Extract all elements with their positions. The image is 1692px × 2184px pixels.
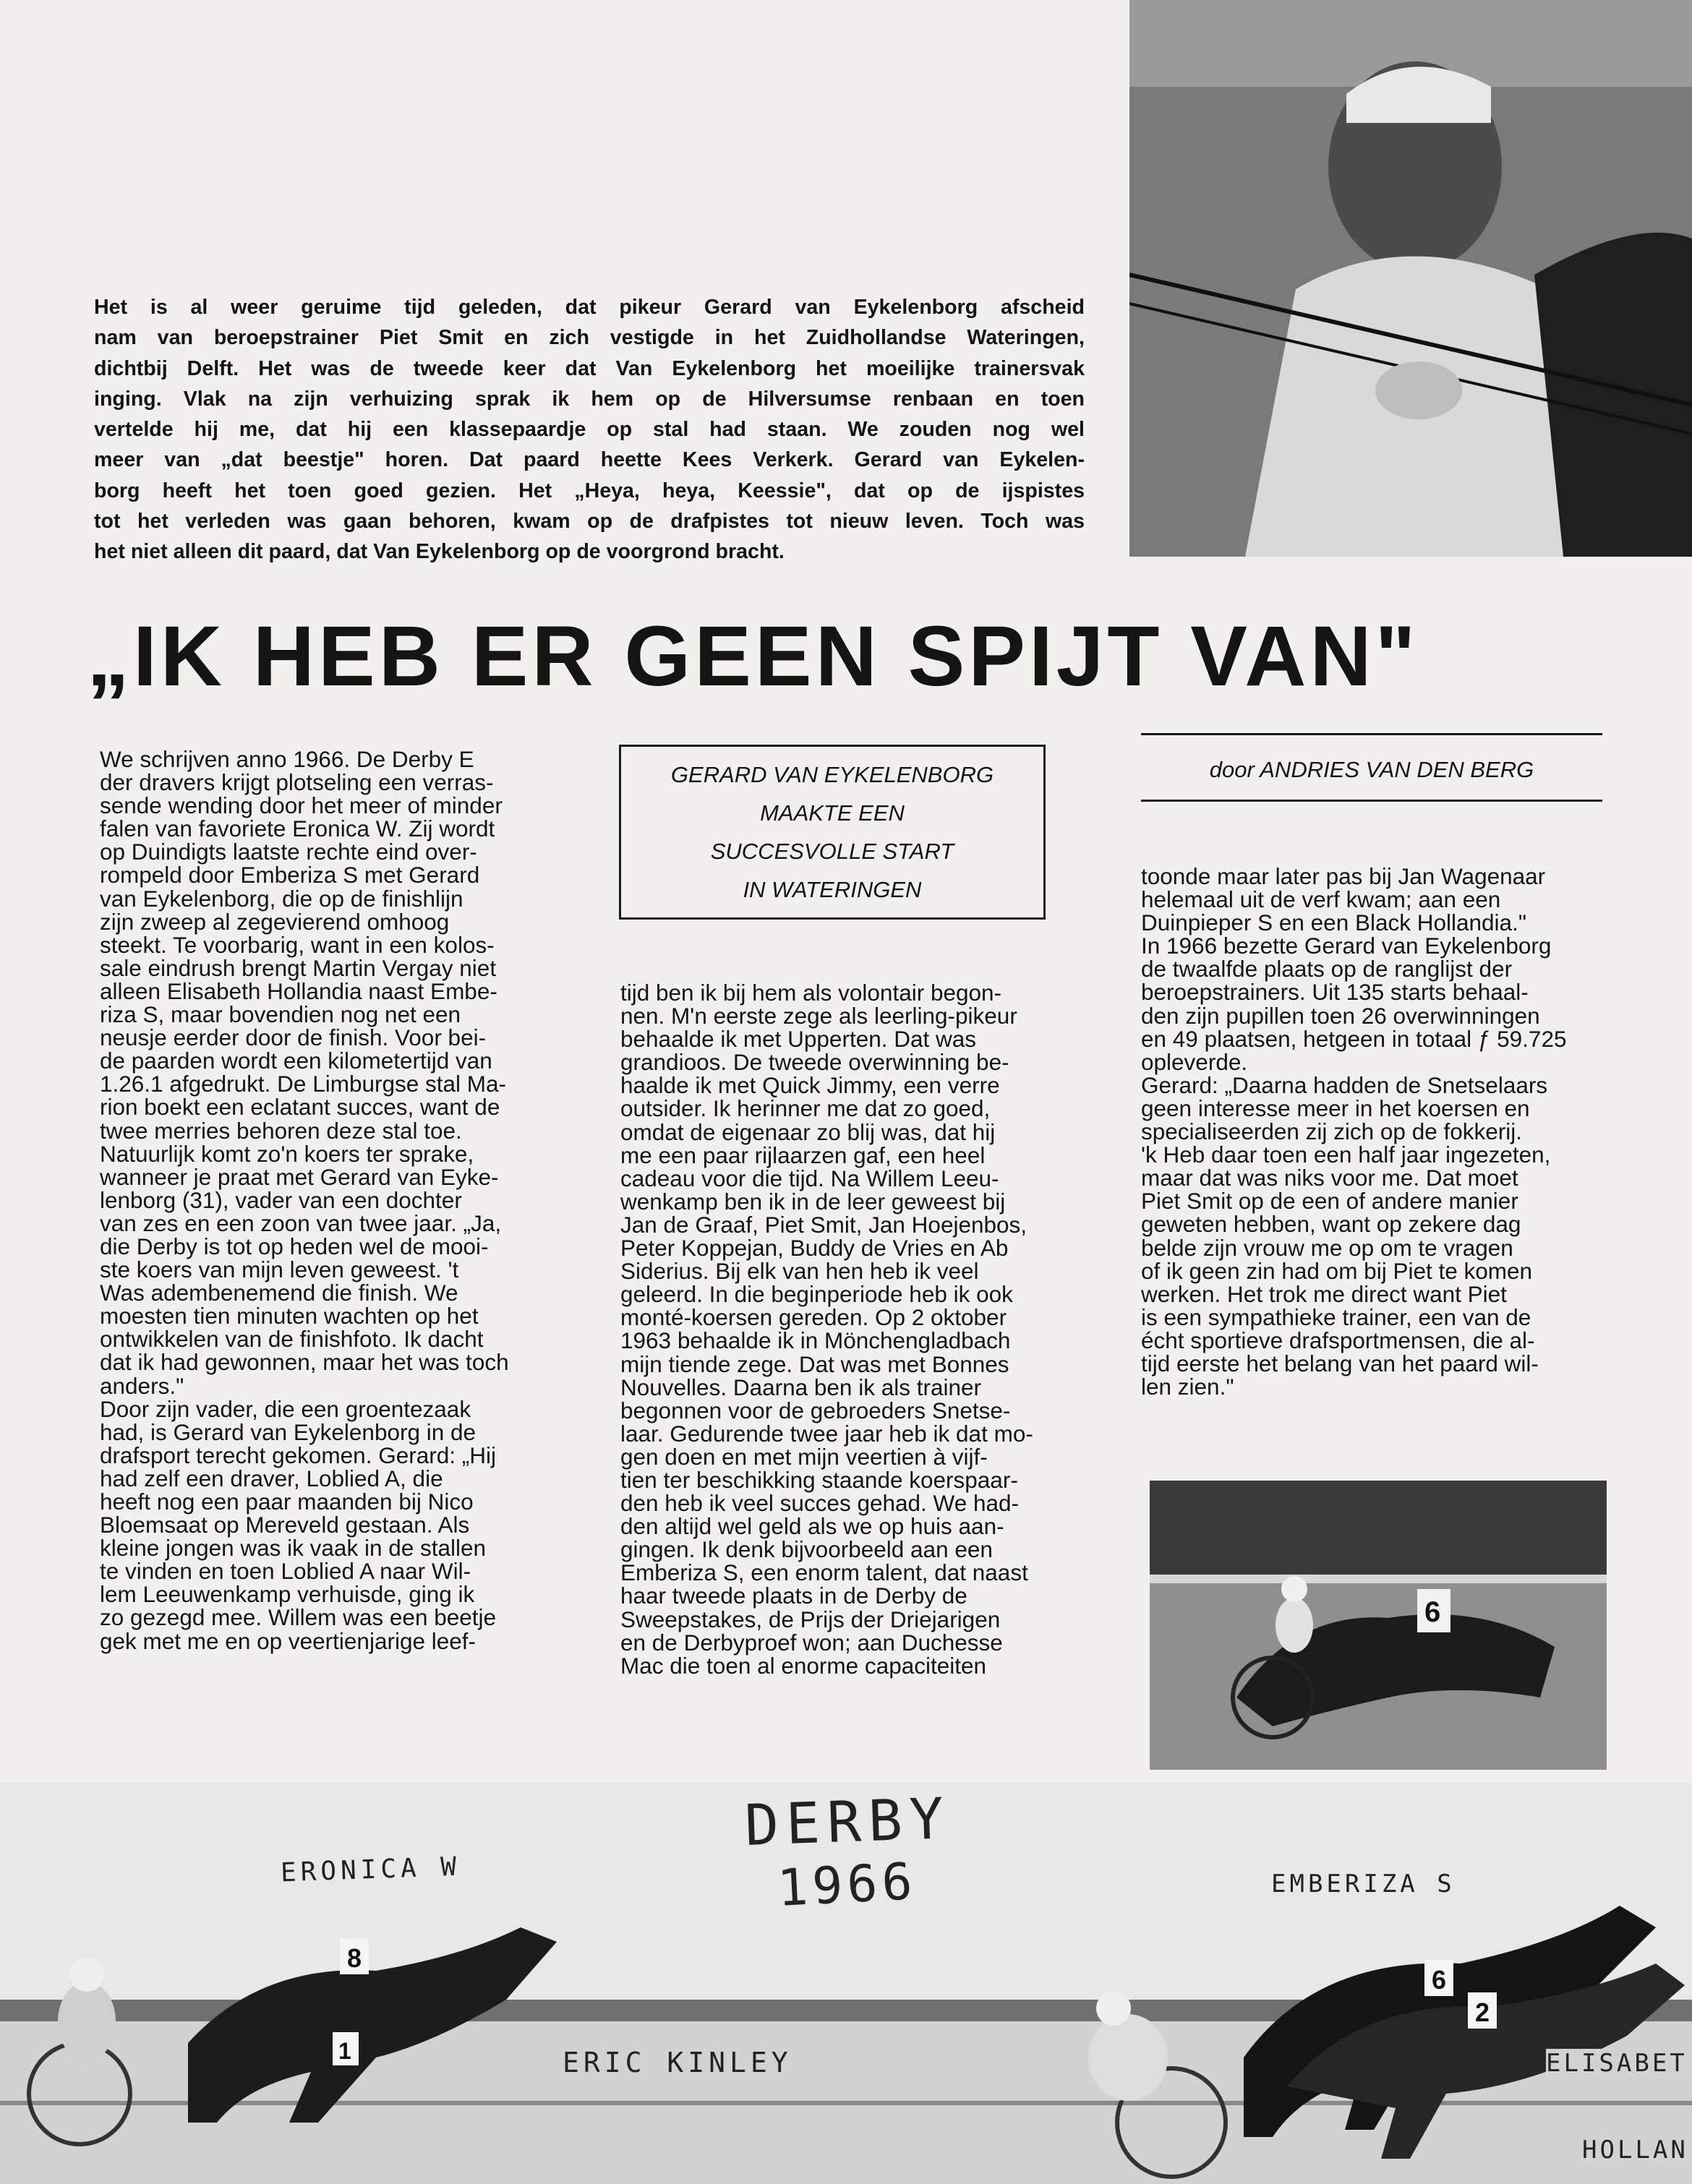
column-line: grandioos. De tweede overwinning be-: [620, 1049, 1009, 1076]
column-line: écht sportieve drafsportmensen, die al-: [1141, 1327, 1535, 1353]
column-line: belde zijn vrouw me op om te vragen: [1141, 1234, 1513, 1261]
column-line: had zelf een draver, Loblied A, die: [100, 1465, 443, 1491]
intro-line: het niet alleen dit paard, dat Van Eykelenborg op de voorgrond bracht.: [94, 540, 785, 564]
column-line: Piet Smit op de een of andere manier: [1141, 1188, 1518, 1215]
column-line: is een sympathieke trainer, een van de: [1141, 1303, 1531, 1330]
intro-line: vertelde hij me, dat hij een klassepaardje op stal had staan. We zouden nog wel: [94, 418, 1085, 442]
column-line: wanneer je praat met Gerard van Eyke-: [100, 1163, 499, 1190]
byline-top-rule: [1141, 733, 1602, 735]
eronica-label: ERONICA W: [280, 1851, 461, 1888]
column-line: gek met me en op veertienjarige leef-: [100, 1627, 477, 1654]
column-line: haar tweede plaats in de Derby de: [620, 1583, 967, 1609]
derby-year-caption: 1966: [775, 1851, 918, 1918]
column-line: 1963 behaalde ik in Mönchengladbach: [620, 1327, 1011, 1354]
finish-photo: [0, 1783, 1692, 2184]
column-line: cadeau voor die tijd. Na Willem Leeu-: [620, 1165, 999, 1191]
column-line: moesten tien minuten wachten op het: [100, 1303, 479, 1329]
column-line: van Eykelenborg, die op de finishlijn: [100, 885, 463, 912]
column-line: had, is Gerard van Eykelenborg in de: [100, 1418, 477, 1445]
column-line: Peter Koppejan, Buddy de Vries en Ab: [620, 1235, 1009, 1262]
column-line: van zes en een zoon van twee jaar. „Ja,: [100, 1209, 502, 1236]
column-line: den zijn pupillen toen 26 overwinningen: [1141, 1002, 1540, 1029]
column-line: dat ik had gewonnen, maar het was toch: [100, 1349, 509, 1376]
intro-line: inging. Vlak na zijn verhuizing sprak ik hem op de Hilversumse renbaan en toen: [94, 387, 1085, 411]
column-line: laar. Gedurende twee jaar heb ik dat mo-: [620, 1420, 1033, 1447]
column-line: lem Leeuwenkamp verhuisde, ging ik: [100, 1581, 475, 1608]
column-line: outsider. Ik herinner me dat zo goed,: [620, 1095, 991, 1122]
column-line: steekt. Te voorbarig, want in een kolos-: [100, 931, 495, 958]
column-line: de paarden wordt een kilometertijd van: [100, 1048, 492, 1074]
column-line: 1.26.1 afgedrukt. De Limburgse stal Ma-: [100, 1071, 507, 1097]
column-line: Nouvelles. Daarna ben ik als trainer: [620, 1374, 982, 1400]
highlight-box: [619, 745, 1046, 920]
column-line: drafsport terecht gekomen. Gerard: „Hij: [100, 1442, 496, 1468]
column-line: alleen Elisabeth Hollandia naast Embe-: [100, 977, 497, 1004]
column-line: sende wending door het meer of minder: [100, 792, 503, 819]
column-line: den heb ik veel succes gehad. We had-: [620, 1490, 1020, 1517]
highlight-line: MAAKTE EEN: [760, 800, 905, 826]
highlight-line: IN WATERINGEN: [743, 877, 922, 902]
article-column-1: [100, 748, 526, 1653]
race-photo-bib: 6: [1424, 1596, 1441, 1628]
column-line: op Duindigts laatste rechte eind over-: [100, 839, 477, 865]
eric-kinley-label: ERIC KINLEY: [563, 2047, 792, 2078]
column-line: gingen. Ik denk bijvoorbeeld aan een: [620, 1536, 993, 1563]
column-line: zijn zweep al zegevierend omhoog: [100, 908, 450, 935]
column-line: In 1966 bezette Gerard van Eykelenborg: [1141, 933, 1552, 959]
column-line: of ik geen zin had om bij Piet te komen: [1141, 1257, 1533, 1284]
column-line: anders.": [100, 1372, 184, 1399]
column-line: opleverde.: [1141, 1048, 1248, 1075]
column-line: behaalde ik met Upperten. Dat was: [620, 1026, 977, 1053]
column-line: We schrijven anno 1966. De Derby E: [100, 746, 474, 772]
column-line: Jan de Graaf, Piet Smit, Jan Hoejenbos,: [620, 1211, 1027, 1238]
intro-line: tot het verleden was gaan behoren, kwam op de drafpistes tot nieuw leven. Toch was: [94, 510, 1085, 534]
column-line: nen. M'n eerste zege als leerling-pikeur: [620, 1003, 1017, 1029]
column-line: omdat de eigenaar zo blij was, dat hij: [620, 1118, 996, 1145]
column-line: Duinpieper S en een Black Hollandia.": [1141, 909, 1527, 936]
intro-line: meer van „dat beestje" horen. Dat paard heette Kees Verkerk. Gerard van Eykelen-: [94, 448, 1085, 472]
column-line: tijd eerste het belang van het paard wil-: [1141, 1350, 1539, 1376]
finish-bib-2: 2: [1475, 1997, 1490, 2027]
elisabet-label: ELISABET: [1546, 2049, 1688, 2078]
column-line: Siderius. Bij elk van hen heb ik veel: [620, 1258, 979, 1285]
column-line: werken. Het trok me direct want Piet: [1141, 1280, 1507, 1307]
column-line: Door zijn vader, die een groentezaak: [100, 1395, 471, 1422]
column-line: wenkamp ben ik in de leer geweest bij: [620, 1188, 1006, 1215]
race-photo-drawing: [1150, 1481, 1607, 1770]
column-line: der dravers krijgt plotseling een verras-: [100, 769, 494, 796]
intro-line: Het is al weer geruime tijd geleden, dat pikeur Gerard van Eykelenborg afscheid: [94, 296, 1085, 319]
column-line: falen van favoriete Eronica W. Zij wordt: [100, 815, 495, 842]
intro-line: dichtbij Delft. Het was de tweede keer dat Van Eykelenborg het moeilijke trainersvak: [94, 356, 1085, 380]
column-line: me een paar rijlaarzen gaf, een heel: [620, 1142, 986, 1168]
column-line: Was adembenemend die finish. We: [100, 1280, 458, 1306]
column-line: geweten hebben, want op zekere dag: [1141, 1211, 1521, 1238]
column-line: maar dat was niks voor me. Dat moet: [1141, 1165, 1518, 1191]
byline: door ANDRIES VAN DEN BERG: [1209, 757, 1534, 782]
article-column-2: [620, 981, 1083, 1677]
column-line: rion boekt een eclatant succes, want de: [100, 1094, 500, 1121]
column-line: kleine jongen was ik vaak in de stallen: [100, 1535, 487, 1562]
column-line: 'k Heb daar toen een half jaar ingezeten,: [1141, 1142, 1551, 1168]
finish-bib-1: 1: [338, 2038, 351, 2064]
highlight-line: GERARD VAN EYKELENBORG: [670, 762, 994, 787]
race-photo: [1150, 1481, 1607, 1770]
column-line: ontwikkelen van de finishfoto. Ik dacht: [100, 1326, 484, 1353]
column-line: toonde maar later pas bij Jan Wagenaar: [1141, 863, 1546, 889]
column-line: helemaal uit de verf kwam; aan een: [1141, 886, 1501, 913]
column-line: tijd ben ik bij hem als volontair begon-: [620, 980, 1002, 1006]
column-line: den altijd wel geld als we op huis aan-: [620, 1513, 1004, 1540]
column-line: len zien.": [1141, 1374, 1234, 1400]
derby-caption: DERBY: [743, 1786, 952, 1859]
column-line: zo gezegd mee. Willem was een beetje: [100, 1604, 497, 1631]
finish-bib-6: 6: [1432, 1965, 1447, 1995]
column-line: die Derby is tot op heden wel de mooi-: [100, 1233, 489, 1259]
column-line: geleerd. In die beginperiode heb ik ook: [620, 1281, 1013, 1308]
column-line: heeft nog een paar maanden bij Nico: [100, 1489, 474, 1515]
intro-line: nam van beroepstrainer Piet Smit en zich vestigde in het Zuidhollandse Wateringen,: [94, 326, 1085, 350]
portrait-photo-drawing: [1129, 0, 1692, 557]
highlight-line: SUCCESVOLLE START: [710, 839, 954, 864]
finish-bib-8: 8: [347, 1943, 362, 1973]
article-column-3: [1141, 865, 1602, 1398]
column-line: neusje eerder door de finish. Voor bei-: [100, 1024, 487, 1051]
column-line: ste koers van mijn leven geweest. 't: [100, 1256, 459, 1283]
column-line: en de Derbyproef won; aan Duchesse: [620, 1629, 1003, 1656]
column-line: rompeld door Emberiza S met Gerard: [100, 862, 480, 888]
column-line: de twaalfde plaats op de ranglijst der: [1141, 956, 1513, 982]
column-line: Sweepstakes, de Prijs der Driejarigen: [620, 1606, 1001, 1632]
column-line: Natuurlijk komt zo'n koers ter sprake,: [100, 1140, 474, 1167]
column-line: haalde ik met Quick Jimmy, een verre: [620, 1072, 1000, 1099]
column-line: sale eindrush brengt Martin Vergay niet: [100, 954, 497, 981]
byline-bottom-rule: [1141, 800, 1602, 802]
column-line: twee merries behoren deze stal toe.: [100, 1117, 462, 1144]
column-line: Gerard: „Daarna hadden de Snetselaars: [1141, 1071, 1548, 1098]
column-line: gen doen en met mijn veertien à vijf-: [620, 1443, 988, 1470]
hollan-label: HOLLAN: [1582, 2136, 1688, 2164]
column-line: geen interesse meer in het koersen en: [1141, 1095, 1530, 1121]
portrait-photo: [1129, 0, 1692, 557]
column-line: en 49 plaatsen, hetgeen in totaal ƒ 59.725: [1141, 1025, 1567, 1052]
intro-paragraph: [94, 292, 1085, 568]
column-line: beroepstrainers. Uit 135 starts behaal-: [1141, 979, 1529, 1006]
column-line: Emberiza S, een enorm talent, dat naast: [620, 1559, 1028, 1586]
column-line: specialiseerden zij zich op de fokkerij.: [1141, 1118, 1523, 1145]
column-line: lenborg (31), vader van een dochter: [100, 1186, 462, 1213]
column-line: Bloemsaat op Mereveld gestaan. Als: [100, 1512, 470, 1538]
column-line: mijn tiende zege. Dat was met Bonnes: [620, 1350, 1009, 1377]
column-line: riza S, maar bovendien nog net een: [100, 1001, 461, 1028]
emberiza-label: EMBERIZA S: [1271, 1870, 1456, 1898]
intro-line: borg heeft het toen goed gezien. Het „Heya, heya, Keessie", dat op de ijspistes: [94, 479, 1085, 502]
column-line: te vinden en toen Loblied A naar Wil-: [100, 1558, 471, 1585]
column-line: begonnen voor de gebroeders Snetse-: [620, 1397, 1011, 1423]
column-line: tien ter beschikking staande koerspaar-: [620, 1466, 1018, 1493]
column-line: Mac die toen al enorme capaciteiten: [620, 1652, 987, 1679]
column-line: monté-koersen gereden. Op 2 oktober: [620, 1304, 1007, 1331]
headline: „IK HEB ER GEEN SPIJT VAN": [87, 609, 1419, 704]
